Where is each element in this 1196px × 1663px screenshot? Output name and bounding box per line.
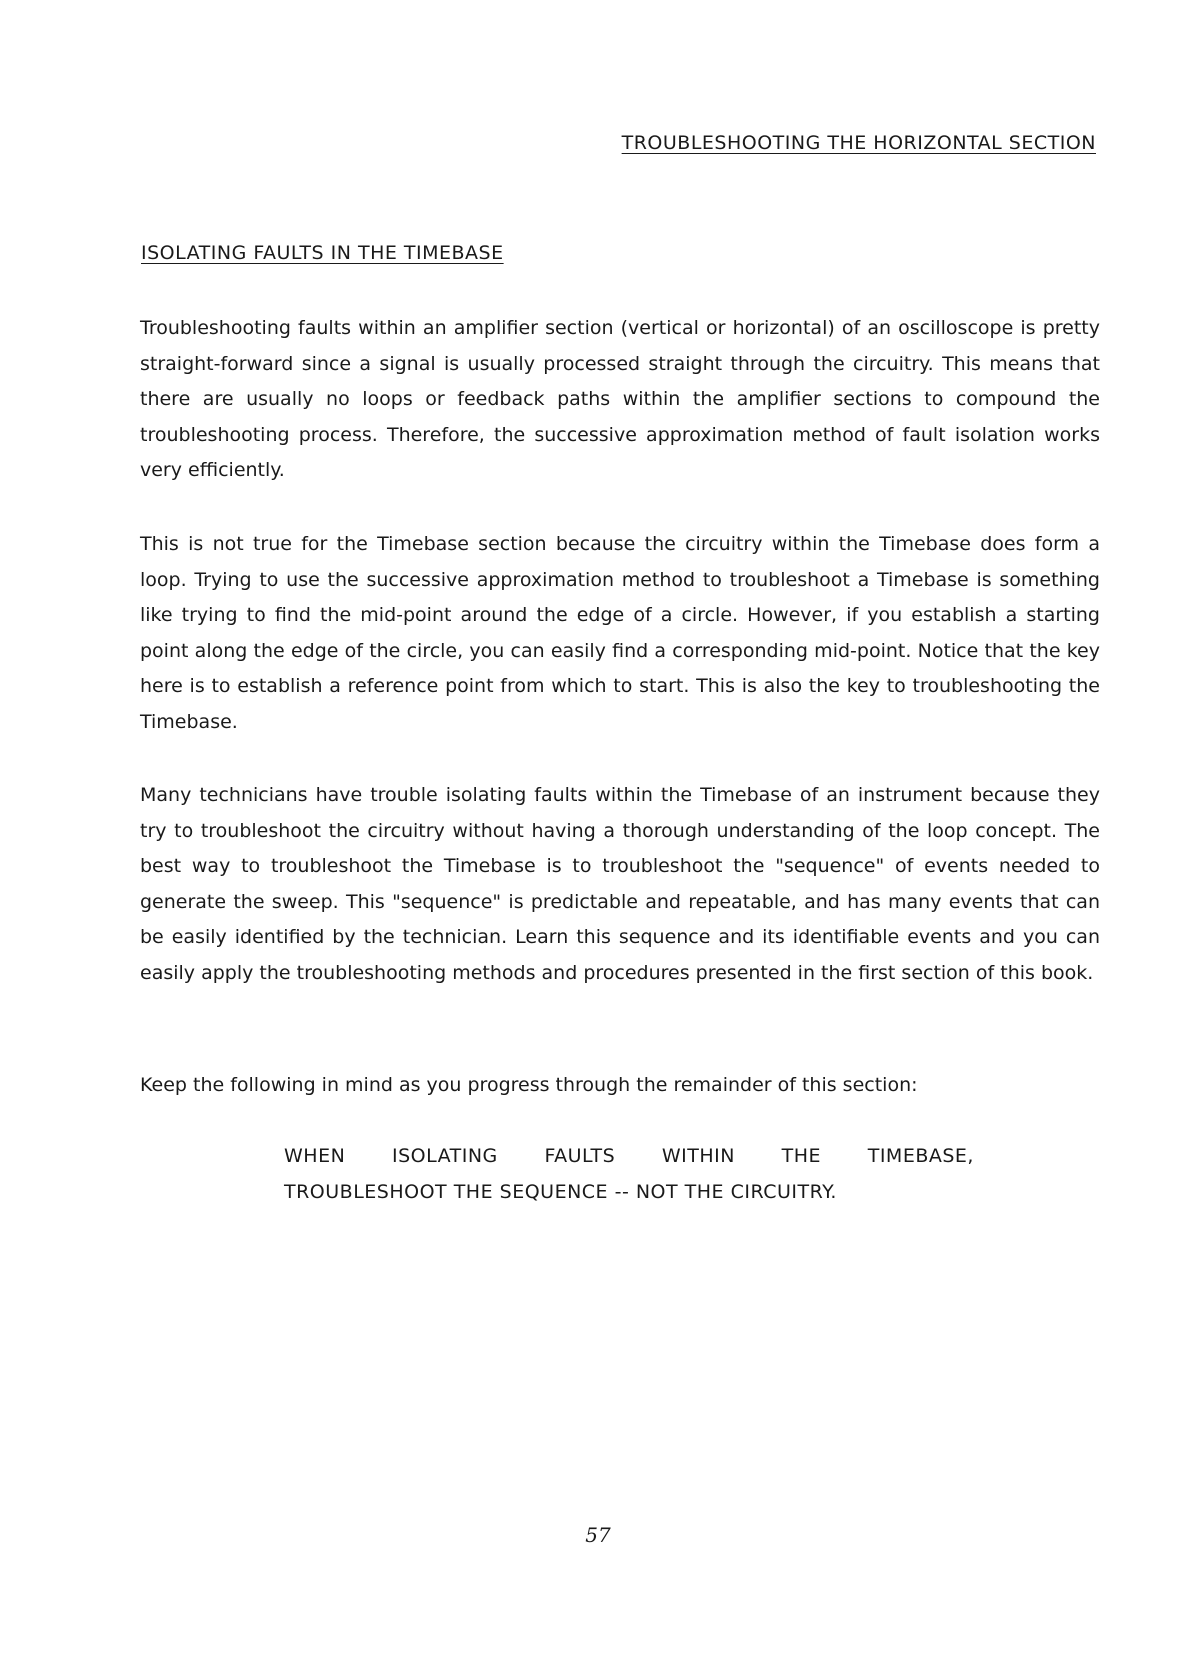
callout-line-2: TROUBLESHOOT THE SEQUENCE -- NOT THE CIRCUITRY.	[284, 1181, 837, 1203]
callout-word: ISOLATING	[391, 1145, 498, 1167]
callout-word: WITHIN	[661, 1145, 735, 1167]
paragraph-2: This is not true for the Timebase section because the circuitry within the Timebase does form a loop. Trying to use the successive approximation method to troubleshoot a Timebase is something like trying to find the mid-point around the edge of a circle. However, if you establish a starting point along the edge of the circle, you can easily find a corresponding mid-point. Notice that the key here is to establish a reference point from which to start. This is also the key to troubleshooting the Timebase.	[140, 533, 1100, 733]
paragraph-3: Many technicians have trouble isolating faults within the Timebase of an instrument because they try to troubleshoot the circuitry without having a thorough understanding of the loop concept. The best way to troubleshoot the Timebase is to troubleshoot the "sequence" of events needed to generate the sweep. This "sequence" is predictable and repeatable, and has many events that can be easily identified by the technician. Learn this sequence and its identifiable events and you can easily apply the troubleshooting methods and procedures presented in the first section of this book.	[140, 784, 1100, 984]
callout-word: THE	[781, 1145, 822, 1167]
paragraph-4: Keep the following in mind as you progress through the remainder of this section:	[140, 1074, 918, 1096]
callout-word: TIMEBASE,	[867, 1145, 974, 1167]
running-header: TROUBLESHOOTING THE HORIZONTAL SECTION	[621, 132, 1096, 154]
section-heading: ISOLATING FAULTS IN THE TIMEBASE	[141, 242, 504, 264]
emphasis-callout	[284, 1138, 974, 1210]
callout-word: FAULTS	[544, 1145, 616, 1167]
callout-line-1	[284, 1138, 974, 1174]
paragraph-1: Troubleshooting faults within an amplifier section (vertical or horizontal) of an oscilloscope is pretty straight-forward since a signal is usually processed straight through the circuitry. This means that there are usually no loops or feedback paths within the amplifier sections to compound the troubleshooting process. Therefore, the successive approximation method of fault isolation works very efficiently.	[140, 317, 1100, 481]
callout-word: WHEN	[284, 1145, 346, 1167]
page-number: 57	[585, 1523, 611, 1547]
